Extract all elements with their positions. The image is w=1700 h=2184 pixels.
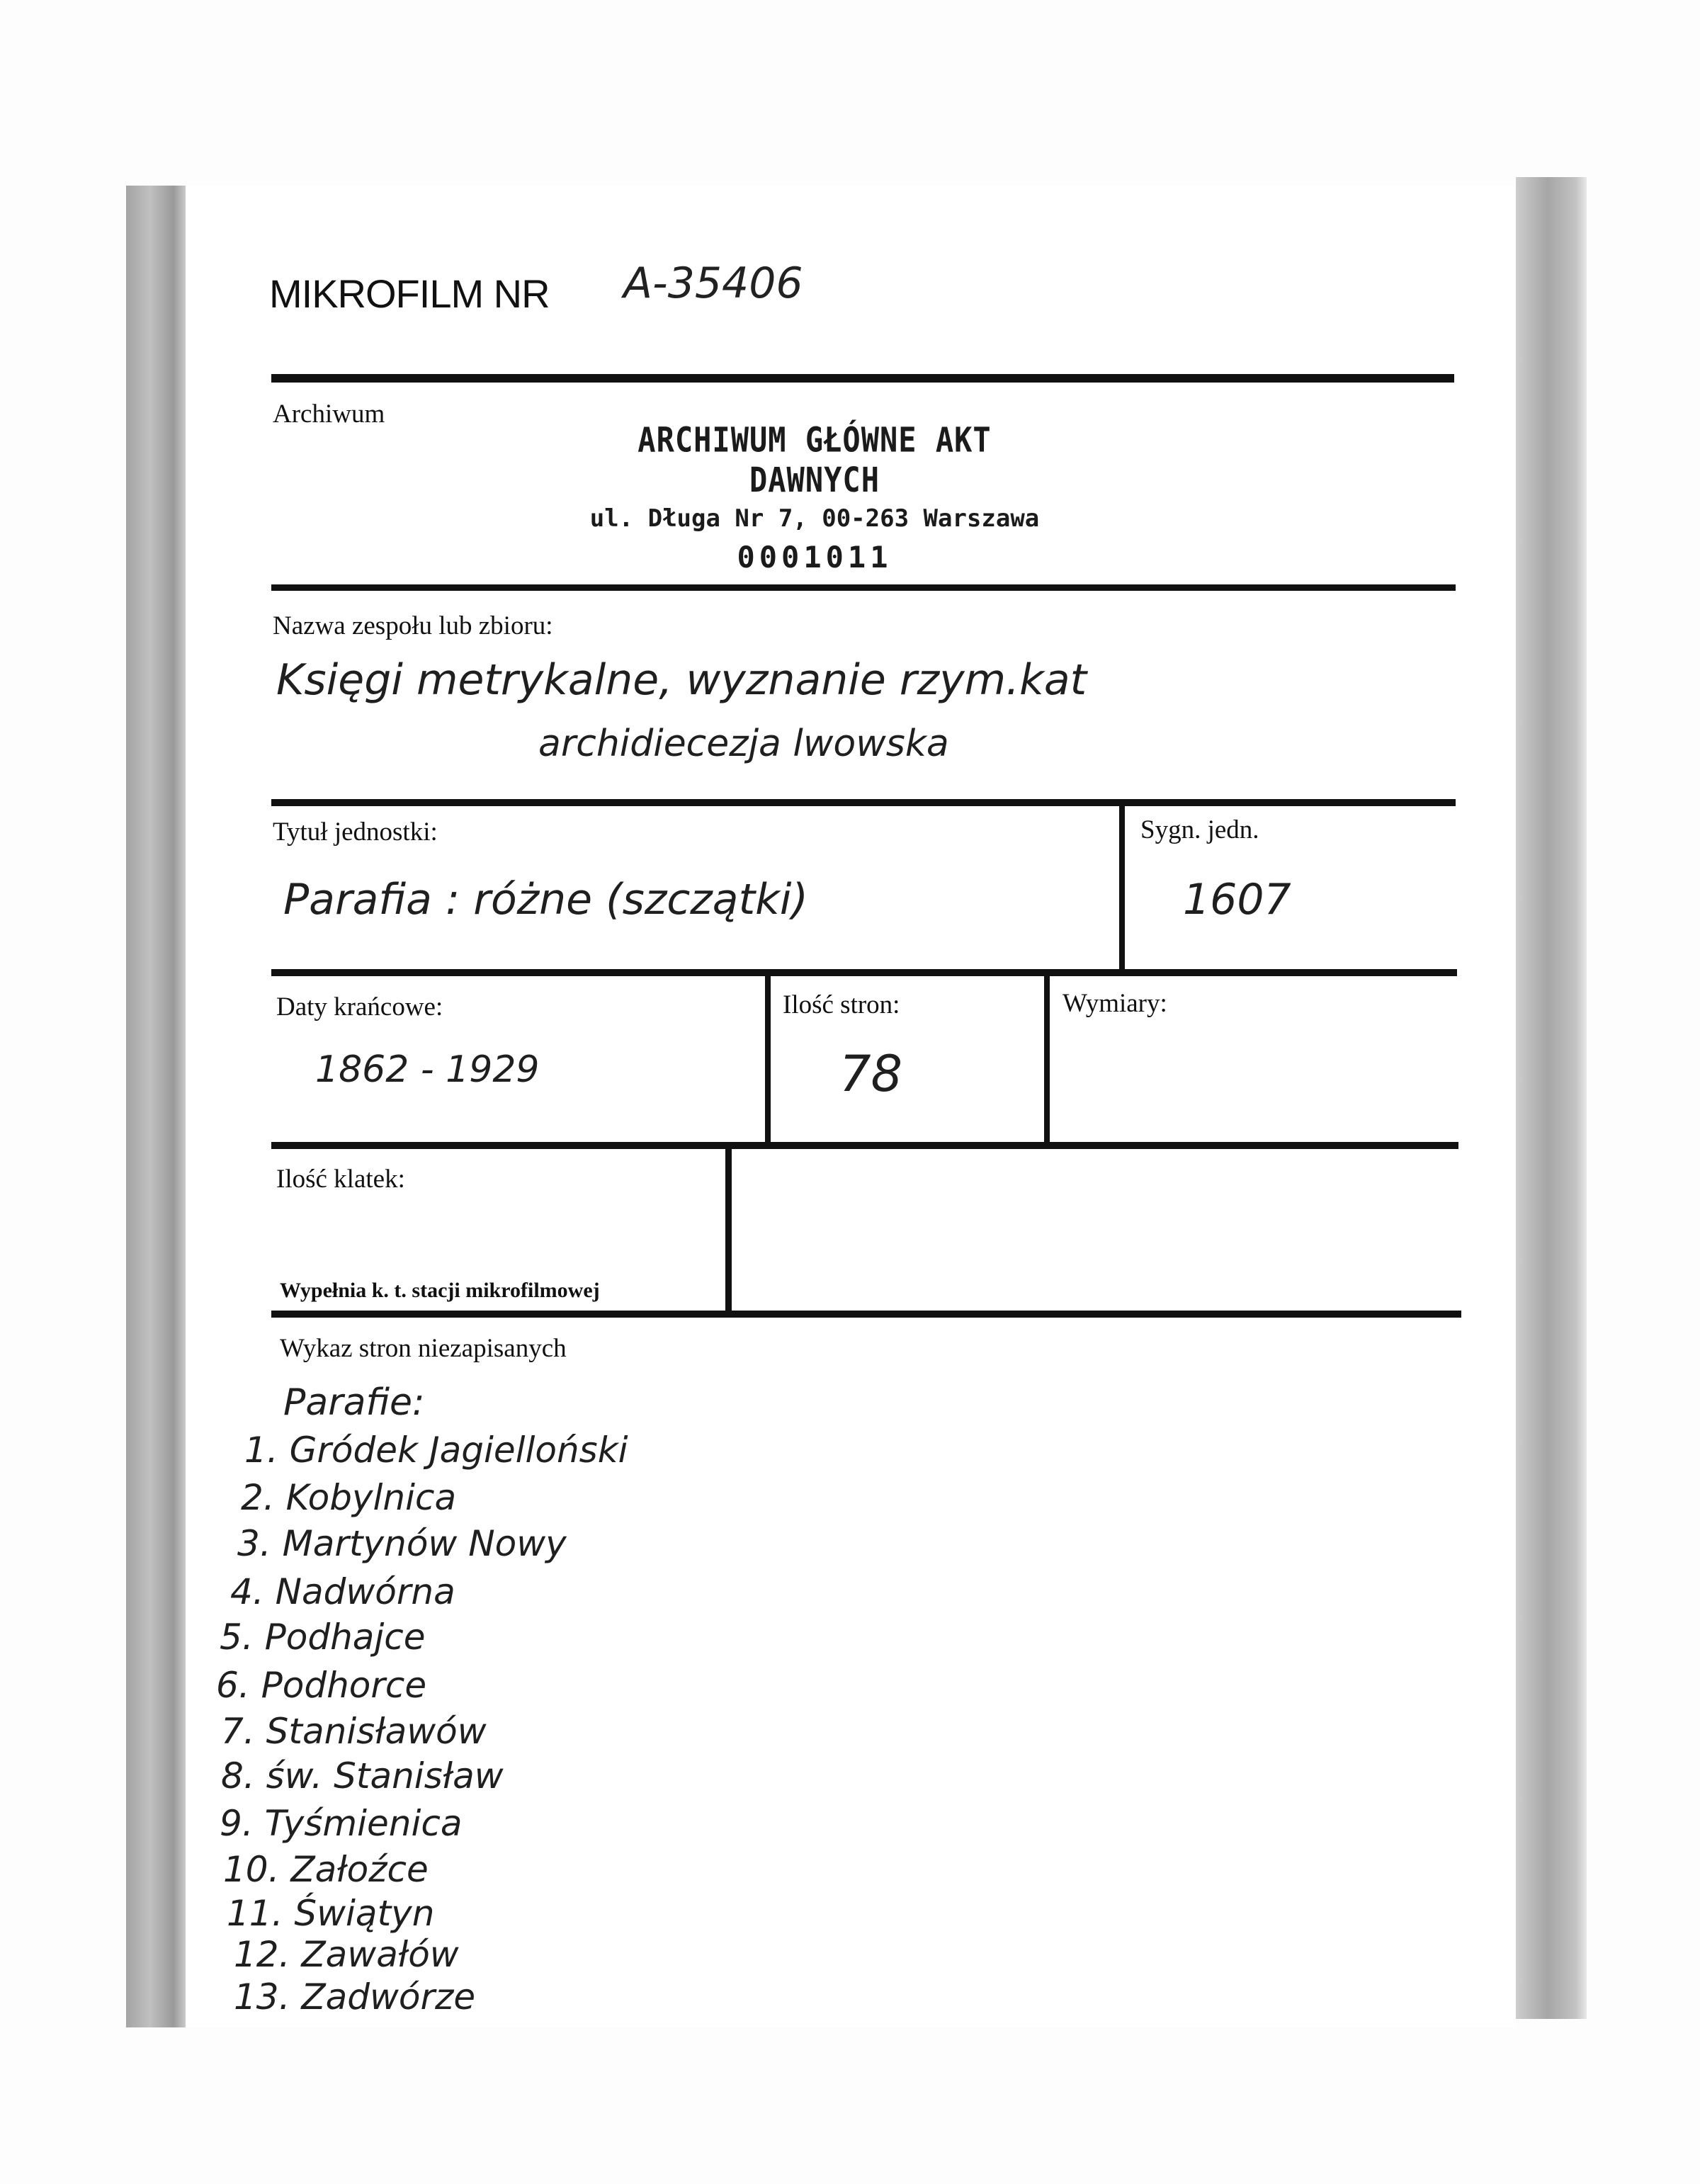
collection-value-line2: archidiecezja lwowska	[538, 723, 949, 765]
divider-frames	[725, 1145, 732, 1315]
blank-pages-label: Wykaz stron niezapisanych	[280, 1334, 567, 1363]
divider-pages-left	[765, 972, 771, 1145]
rule-archive	[271, 584, 1456, 591]
rule-collection	[271, 799, 1456, 806]
unit-title-label: Tytuł jednostki:	[273, 817, 438, 847]
pages-label: Ilość stron:	[783, 990, 900, 1019]
pages-value: 78	[839, 1045, 903, 1103]
microfilm-number: A-35406	[623, 259, 803, 308]
stamp-address: ul. Długa Nr 7, 00-263 Warszawa	[589, 504, 1040, 533]
microfilm-title-label: MIKROFILM NR	[269, 271, 550, 316]
collection-value-line1: Księgi metrykalne, wyznanie rzym.kat	[276, 655, 1087, 705]
list-item: 3. Martynów Nowy	[237, 1523, 567, 1564]
dimensions-label: Wymiary:	[1062, 989, 1167, 1018]
collection-label: Nazwa zespołu lub zbioru:	[273, 611, 553, 640]
frames-note: Wypełnia k. t. stacji mikrofilmowej	[280, 1279, 600, 1302]
frames-label: Ilość klatek:	[276, 1165, 405, 1194]
film-edge-right	[1516, 177, 1587, 2019]
rule-top	[271, 374, 1454, 383]
parishes-heading: Parafie:	[283, 1381, 425, 1424]
archive-label: Archiwum	[273, 400, 385, 429]
unit-title-value: Parafia : różne (szczątki)	[283, 875, 808, 924]
list-item: 9. Tyśmienica	[220, 1803, 463, 1844]
film-edge-left	[126, 186, 186, 2027]
list-item: 2. Kobylnica	[241, 1477, 457, 1518]
list-item: 6. Podhorce	[216, 1665, 427, 1706]
stamp-number: 0001011	[737, 540, 892, 575]
list-item: 12. Zawałów	[234, 1934, 459, 1975]
list-item: 1. Gródek Jagielloński	[244, 1430, 628, 1471]
list-item: 8. św. Stanisław	[221, 1755, 504, 1797]
list-item: 10. Załoźce	[223, 1849, 429, 1890]
signature-value: 1607	[1183, 875, 1291, 924]
list-item: 5. Podhajce	[220, 1617, 426, 1658]
dates-value: 1862 - 1929	[315, 1048, 540, 1091]
rule-frames	[271, 1311, 1461, 1318]
archive-stamp	[574, 419, 1055, 575]
list-item: 11. Świątyn	[227, 1893, 435, 1934]
divider-pages-right	[1044, 972, 1050, 1145]
list-item: 7. Stanisławów	[221, 1711, 487, 1752]
dates-label: Daty krańcowe:	[276, 992, 443, 1022]
list-item: 13. Zadwórze	[234, 1976, 476, 2018]
rule-unit	[271, 969, 1457, 976]
rule-dates	[271, 1142, 1458, 1149]
divider-signature	[1119, 802, 1125, 973]
signature-label: Sygn. jedn.	[1140, 815, 1259, 844]
list-item: 4. Nadwórna	[230, 1571, 455, 1612]
stamp-name: ARCHIWUM GŁÓWNE AKT DAWNYCH	[638, 419, 992, 500]
